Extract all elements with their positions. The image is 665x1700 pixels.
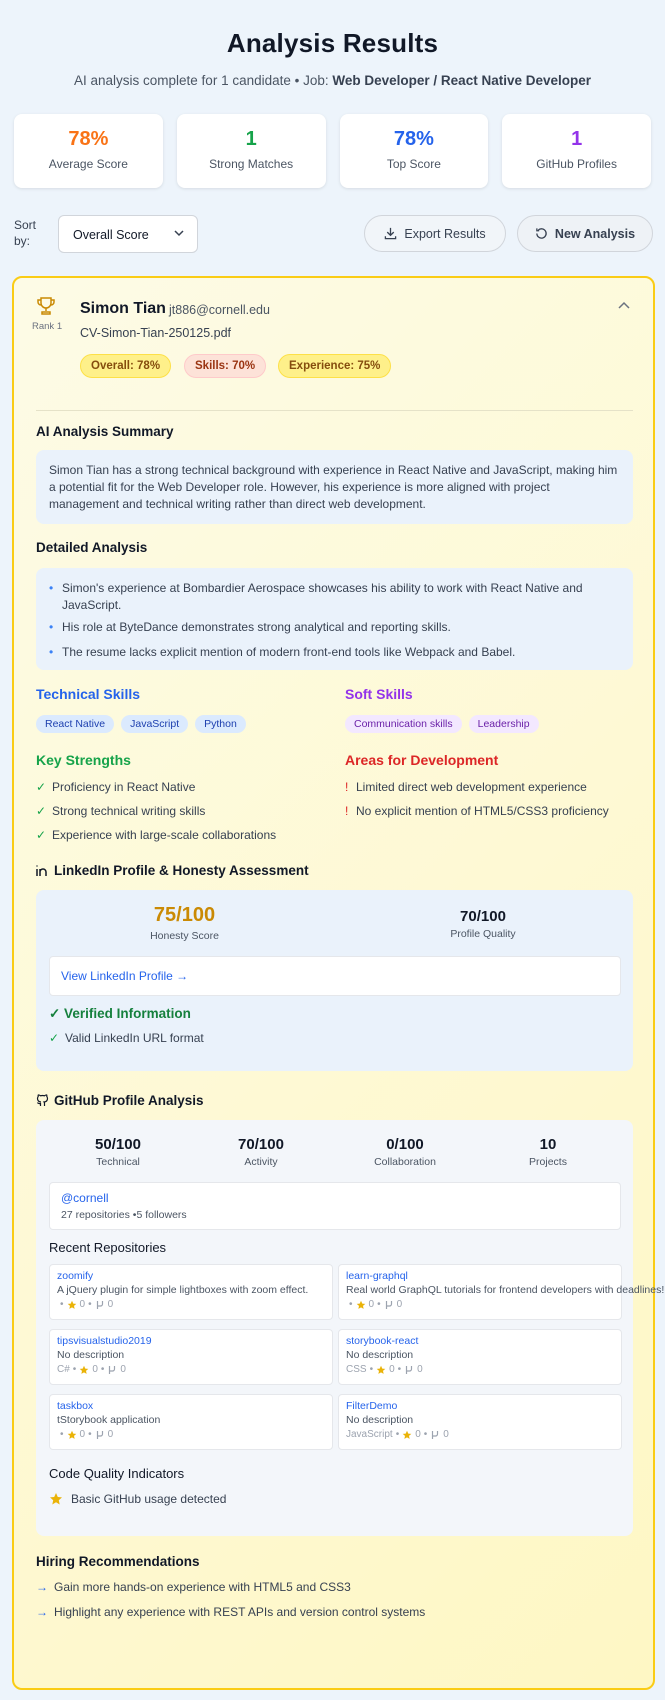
stat-github-profiles — [502, 114, 651, 188]
repo-name[interactable]: FilterDemo — [346, 1400, 398, 1412]
summary-box — [36, 450, 633, 524]
separator: • — [88, 1429, 92, 1440]
check-icon: ✓ — [36, 804, 47, 818]
page-subtitle — [0, 73, 665, 88]
export-label: Export Results — [404, 226, 486, 241]
stat-label: Top Score — [386, 157, 441, 171]
separator: • — [377, 1299, 381, 1310]
export-results-button[interactable] — [364, 215, 506, 252]
fork-icon — [384, 1300, 394, 1310]
experience-score-badge: Experience: 75% — [278, 354, 391, 378]
github-title: GitHub Profile Analysis — [54, 1093, 204, 1108]
cv-filename: CV-Simon-Tian-250125.pdf — [80, 326, 232, 340]
repo-name[interactable]: tipsvisualstudio2019 — [57, 1335, 152, 1347]
arrow-right-icon: → — [36, 1605, 48, 1619]
bullet: • — [49, 645, 54, 659]
star-icon — [356, 1300, 366, 1310]
refresh-icon — [535, 227, 548, 240]
fork-icon — [107, 1365, 117, 1375]
detailed-item: His role at ByteDance demonstrates strong analytical and reporting skills. — [62, 620, 451, 634]
job-title: Web Developer / React Native Developer — [332, 73, 591, 88]
repo-description: No description — [346, 1414, 414, 1426]
hiring-item: Highlight any experience with REST APIs and version control systems — [54, 1605, 426, 1619]
new-analysis-button[interactable] — [517, 215, 653, 252]
repo-name[interactable]: taskbox — [57, 1400, 94, 1412]
repo-language: CSS — [346, 1364, 367, 1375]
github-stat-value: 0/100 — [386, 1136, 424, 1153]
star-icon — [67, 1430, 77, 1440]
fork-icon — [95, 1300, 105, 1310]
sort-select-value: Overall Score — [73, 228, 149, 242]
separator: • — [60, 1299, 64, 1310]
repo-name[interactable]: storybook-react — [346, 1335, 419, 1347]
strength-item: Experience with large-scale collaborations — [52, 828, 277, 842]
repo-meta — [346, 1429, 614, 1440]
bullet: • — [49, 581, 54, 595]
linkedin-title: LinkedIn Profile & Honesty Assessment — [54, 863, 309, 878]
sort-label-line: Sort — [14, 218, 37, 232]
separator: • — [60, 1429, 64, 1440]
github-stat-projects — [488, 1136, 608, 1168]
repo-card[interactable] — [49, 1329, 333, 1385]
repo-forks: 0 — [417, 1364, 423, 1375]
chevron-down-icon — [173, 227, 185, 239]
github-stat-label: Activity — [244, 1156, 278, 1168]
repo-description: No description — [346, 1349, 414, 1361]
download-icon — [384, 227, 397, 240]
linkedin-icon — [36, 864, 49, 877]
repo-stars: 0 — [389, 1364, 395, 1375]
fork-icon — [404, 1365, 414, 1375]
profile-quality-label: Profile Quality — [450, 928, 516, 940]
detailed-title: Detailed Analysis — [36, 540, 148, 555]
separator: • — [395, 1429, 400, 1440]
repo-description: tStorybook application — [57, 1414, 161, 1426]
bullet: • — [49, 620, 54, 634]
candidate-email: jt886@cornell.edu — [169, 303, 270, 317]
controls-bar — [0, 214, 665, 254]
github-handle-link[interactable]: @cornell — [61, 1191, 109, 1205]
skills-score-badge: Skills: 70% — [184, 354, 266, 378]
sort-select[interactable] — [58, 215, 198, 253]
repo-card[interactable] — [338, 1264, 665, 1320]
chevron-up-icon[interactable] — [617, 300, 631, 310]
detailed-box — [36, 568, 633, 670]
stat-average-score — [14, 114, 163, 188]
skill-tag: Leadership — [469, 715, 539, 733]
honesty-score-value: 75/100 — [153, 904, 216, 926]
repo-forks: 0 — [107, 1299, 114, 1310]
repo-meta — [346, 1364, 614, 1375]
quality-item: Basic GitHub usage detected — [71, 1492, 227, 1506]
stat-value: 78% — [68, 128, 109, 150]
soft-skills-title: Soft Skills — [345, 686, 413, 702]
repo-language: C# — [57, 1364, 70, 1375]
page-header — [0, 0, 665, 88]
rank-label: Rank 1 — [32, 321, 63, 332]
strength-item: Proficiency in React Native — [52, 780, 196, 794]
skill-tag: JavaScript — [121, 715, 188, 733]
arrow-right-icon: → — [36, 1580, 48, 1594]
repo-stars: 0 — [79, 1299, 86, 1310]
sort-label-line: by: — [14, 234, 31, 248]
repo-name[interactable]: learn-graphql — [346, 1270, 408, 1282]
stat-label: Strong Matches — [209, 157, 294, 171]
separator: • — [397, 1364, 402, 1375]
repo-meta — [57, 1364, 325, 1375]
check-icon: ✓ — [36, 780, 47, 794]
linkedin-link-box — [49, 956, 621, 996]
separator: • — [88, 1299, 92, 1310]
stats-row — [0, 114, 665, 188]
repo-forks: 0 — [107, 1429, 114, 1440]
repo-forks: 0 — [443, 1429, 449, 1440]
quality-title: Code Quality Indicators — [49, 1466, 185, 1481]
separator: • — [72, 1364, 77, 1375]
divider — [36, 410, 633, 411]
github-stat-value: 50/100 — [95, 1136, 141, 1153]
fork-icon — [430, 1430, 440, 1440]
strengths-title: Key Strengths — [36, 752, 131, 768]
github-box — [36, 1120, 665, 1536]
repo-description: Real world GraphQL tutorials for frontend developers with deadlines! — [346, 1284, 665, 1296]
repo-meta — [57, 1299, 325, 1310]
overall-score-badge: Overall: 78% — [80, 354, 171, 378]
profile-quality-value: 70/100 — [460, 908, 506, 925]
repo-stars: 0 — [415, 1429, 421, 1440]
github-stat-collaboration — [345, 1136, 465, 1168]
summary-title: AI Analysis Summary — [36, 424, 174, 439]
tech-skills-tags — [36, 714, 253, 733]
detailed-item: The resume lacks explicit mention of modern front-end tools like Webpack and Babel. — [62, 645, 516, 659]
star-icon — [67, 1300, 77, 1310]
separator: • — [349, 1299, 353, 1310]
repo-meta — [57, 1429, 325, 1440]
hiring-item: Gain more hands-on experience with HTML5 and CSS3 — [54, 1580, 351, 1594]
repo-card[interactable] — [338, 1329, 622, 1385]
candidate-name: Simon Tian — [80, 300, 166, 317]
repo-language: JavaScript — [346, 1429, 393, 1440]
star-icon — [79, 1365, 89, 1375]
detailed-item: Simon's experience at Bombardier Aerospace showcases his ability to work with React Native and JavaScript. — [62, 581, 583, 612]
development-item: Limited direct web development experience — [356, 780, 587, 794]
separator: • — [423, 1429, 428, 1440]
star-icon — [402, 1430, 412, 1440]
sort-label — [14, 217, 36, 249]
repo-card[interactable] — [49, 1264, 333, 1320]
github-icon — [36, 1094, 49, 1107]
stat-strong-matches — [177, 114, 326, 188]
development-title: Areas for Development — [345, 752, 499, 768]
honesty-score-label: Honesty Score — [150, 930, 219, 942]
page-title: Analysis Results — [226, 28, 439, 58]
skill-tag: Communication skills — [345, 715, 462, 733]
separator: • — [100, 1364, 105, 1375]
verified-item: Valid LinkedIn URL format — [65, 1031, 204, 1045]
repo-stars: 0 — [368, 1299, 375, 1310]
repo-description: No description — [57, 1349, 125, 1361]
repo-stars: 0 — [79, 1429, 86, 1440]
verified-title: ✓ Verified Information — [49, 1006, 191, 1021]
repo-name[interactable]: zoomify — [57, 1270, 94, 1282]
star-icon — [49, 1492, 63, 1506]
github-stat-value: 70/100 — [238, 1136, 284, 1153]
development-item: No explicit mention of HTML5/CSS3 proficiency — [356, 804, 609, 818]
summary-text: Simon Tian has a strong technical background with experience in React Native and JavaScript, making him a potential fit for the Web Developer role. However, his experience is more aligned with project management and technical writing rather than direct web development. — [49, 463, 618, 511]
repos-title: Recent Repositories — [49, 1240, 167, 1255]
stat-value: 1 — [245, 128, 257, 150]
repo-forks: 0 — [120, 1364, 126, 1375]
check-icon: ✓ — [36, 828, 47, 842]
alert-icon: ! — [345, 780, 349, 794]
repo-description: A jQuery plugin for simple lightboxes with zoom effect. — [57, 1284, 309, 1296]
separator: • — [369, 1364, 374, 1375]
stat-label: Average Score — [48, 157, 128, 171]
hiring-title: Hiring Recommendations — [36, 1554, 200, 1569]
fork-icon — [95, 1430, 105, 1440]
github-stat-label: Technical — [96, 1156, 140, 1168]
skill-tag: React Native — [36, 715, 114, 733]
view-linkedin-link[interactable]: View LinkedIn Profile → — [61, 969, 189, 983]
alert-icon: ! — [345, 804, 349, 818]
repo-card[interactable] — [338, 1394, 622, 1450]
skill-tag: Python — [195, 715, 246, 733]
stat-value: 78% — [393, 128, 434, 150]
github-meta: 27 repositories •5 followers — [61, 1209, 187, 1221]
github-stat-label: Projects — [529, 1156, 567, 1168]
check-icon: ✓ — [49, 1031, 60, 1045]
github-stat-technical — [58, 1136, 178, 1168]
github-stat-activity — [201, 1136, 321, 1168]
new-analysis-label: New Analysis — [554, 226, 636, 241]
github-stat-label: Collaboration — [374, 1156, 436, 1168]
stat-top-score — [340, 114, 489, 188]
repo-meta — [346, 1299, 614, 1310]
subtitle-text: AI analysis complete for 1 candidate • Job: — [74, 73, 329, 88]
repo-forks: 0 — [396, 1299, 403, 1310]
star-icon — [376, 1365, 386, 1375]
candidate-card — [12, 276, 665, 1690]
repo-card[interactable] — [49, 1394, 333, 1450]
stat-label: GitHub Profiles — [536, 157, 617, 171]
tech-skills-title: Technical Skills — [36, 686, 141, 702]
github-profile-box — [49, 1182, 621, 1230]
stat-value: 1 — [571, 128, 583, 150]
linkedin-box — [36, 890, 633, 1071]
github-stat-value: 10 — [539, 1136, 557, 1153]
repo-stars: 0 — [92, 1364, 98, 1375]
trophy-icon — [36, 296, 56, 316]
soft-skills-tags — [345, 714, 546, 733]
strength-item: Strong technical writing skills — [52, 804, 206, 818]
